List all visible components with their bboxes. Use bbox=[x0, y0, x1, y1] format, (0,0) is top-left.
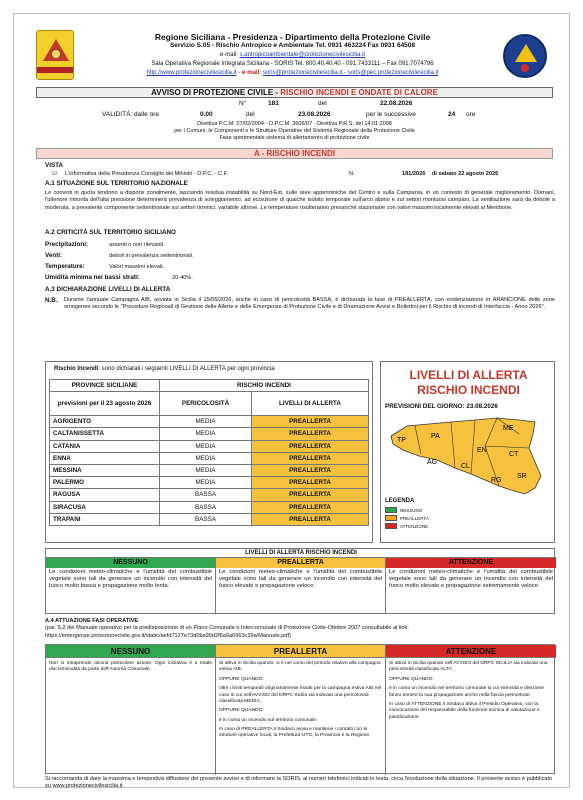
province-name: CATANIA bbox=[50, 440, 160, 452]
header-title: Regione Siciliana - Presidenza - Dipartimento della Protezione Civile bbox=[154, 32, 431, 42]
fase-text: In caso di PREALLERTA il Sindaco avvia e mantiene i contatti con le strutture operative locali, la Prefettura-UTG, la Provincia e la Regione. bbox=[219, 727, 371, 739]
a4-title: A.4 ATTUAZIONE FASI OPERATIVE bbox=[45, 618, 139, 624]
levels-table bbox=[45, 548, 555, 614]
provinces-panel bbox=[45, 361, 373, 543]
successive-label: per le successive bbox=[366, 111, 416, 118]
map-label: CL bbox=[461, 463, 470, 470]
avviso-number: 181 bbox=[268, 100, 279, 107]
a3-title: A.3 DICHIARAZIONE LIVELLI DI ALLERTA bbox=[45, 286, 171, 293]
temperature-value: Valori massimi elevati. bbox=[109, 264, 165, 270]
levels-title: LIVELLI DI ALLERTA RISCHIO INCENDI bbox=[46, 549, 556, 558]
precipitazioni-label: Precipitazioni: bbox=[45, 241, 89, 248]
directives bbox=[36, 121, 553, 142]
email-link[interactable]: s.antropicoambientale@protezionecivilesicilia.it bbox=[239, 52, 366, 58]
table-row bbox=[50, 501, 369, 513]
map-label: ME bbox=[503, 425, 514, 432]
directive-line-1: Direttiva P.C.M. 27/02/2004 - O.P.C.M. 3606/07 - Direttiva P.R.S. del 14.01.2008 bbox=[197, 121, 392, 127]
a2-title: A.2 CRITICITÀ SUL TERRITORIO SICILIANO bbox=[45, 229, 176, 236]
nessuno-head: NESSUNO bbox=[46, 558, 215, 568]
province-name: RAGUSA bbox=[50, 489, 160, 501]
directive-line-2: per i Comuni, le Componenti e le Strutture Operative del Sistema Regionale della Protezione Civile bbox=[174, 128, 415, 135]
province-livello: PREALLERTA bbox=[252, 501, 369, 513]
legend-item bbox=[385, 522, 429, 530]
web-email-label: - e-mail: bbox=[236, 70, 263, 76]
table-row bbox=[50, 464, 369, 476]
province-livello: PREALLERTA bbox=[252, 428, 369, 440]
fase-attenzione bbox=[386, 645, 556, 775]
province-pericolosita: MEDIA bbox=[160, 477, 252, 489]
caption-bold: Rischio Incendi bbox=[54, 366, 99, 372]
fase-text: OPPURE QUANDO: bbox=[219, 676, 264, 682]
province-pericolosita: MEDIA bbox=[160, 440, 252, 452]
validity-row bbox=[36, 110, 553, 120]
vista-date: di sabato 22 agosto 2026 bbox=[432, 171, 499, 177]
fase-text: OPPURE QUANDO: bbox=[389, 676, 434, 682]
a4-link[interactable]: https://emergenze.protezionecivile.gov.it/static/aefd7127e73d0ba99d2f6a9a6963c39a/Manuale.pdf) bbox=[45, 632, 291, 639]
fase-attenzione-head: ATTENZIONE bbox=[386, 645, 556, 658]
checkbox-icon: ☑ bbox=[52, 171, 58, 177]
fase-nessuno-head: NESSUNO bbox=[46, 645, 215, 658]
col-pericolosita: PERICOLOSITÀ bbox=[160, 392, 252, 416]
alert-title-1: LIVELLI DI ALLERTA bbox=[409, 368, 528, 382]
caption-rest: : sono dichiarati i seguenti LIVELLI DI ALLERTA per ogni provincia bbox=[98, 366, 275, 372]
header-web bbox=[14, 70, 571, 78]
vista-number: 181/2026 bbox=[402, 171, 426, 177]
fase-text: Si attiva in Sicilia quando: si è nel corso del periodo relativo alla campagna estiva AIB. bbox=[219, 661, 381, 673]
province-pericolosita: BASSA bbox=[160, 489, 252, 501]
table-header-row bbox=[50, 380, 369, 392]
legend-item bbox=[385, 506, 429, 514]
validity-date: 23.08.2026 bbox=[298, 111, 331, 118]
preallerta-head: PREALLERTA bbox=[216, 558, 385, 568]
fase-text: In caso di ATTENZIONE il Sindaco attiva il Presidio Operativo, con la convocazione del responsabile della funzione tecnica di valutazione e pianificazione. bbox=[389, 701, 540, 720]
province-name: CALTANISSETTA bbox=[50, 428, 160, 440]
map-label: RG bbox=[491, 477, 502, 484]
nb-text: Durante l'annuale Campagna AIB, avviata in Sicilia il 15/05/2026, anche in caso di pericolosità BASSA, è dichiarata la fase di PREALLERTA, con evidenziazione in ARANCIONE delle zone omogenee secondo le "Procedure Regionali di Gestione delle Allerte e delle Emergenze di Protezione Civile e di Diramazione Avvisi e Bollettini per il Rischio di incendi di Interfaccia - Anno 2026". bbox=[64, 297, 555, 311]
website-link[interactable]: http://www.protezionecivilesicilia.it bbox=[146, 70, 237, 76]
level-nessuno bbox=[46, 558, 216, 614]
footer-note: Si raccomanda di dare la massima e tempestiva diffusione del presente avviso e di informare la SORIS, ai numeri telefonici indicati in testa, circa l'evoluzione della situazione. Il presente avviso è pubblicato su www.protezionecivilesicilia.it bbox=[45, 776, 553, 790]
section-a-title: A - RISCHIO INCENDI bbox=[36, 148, 553, 159]
province-livello: PREALLERTA bbox=[252, 464, 369, 476]
temperature-label: Temperature: bbox=[45, 263, 85, 270]
map-label: CT bbox=[509, 451, 519, 458]
fase-text: oltre i limiti temporali originariamente fissati per la campagna estiva AIB nel caso in cui nell'AVVISO del DRPC Sicilia sia indicata una pericolosità classificata MEDIA; bbox=[219, 686, 382, 704]
legend-swatch bbox=[385, 523, 397, 529]
validity-hours: 24 bbox=[448, 111, 456, 118]
attenzione-head: ATTENZIONE bbox=[386, 558, 556, 568]
legend-label: ATTENZIONE bbox=[400, 523, 429, 529]
province-name: PALERMO bbox=[50, 477, 160, 489]
map-label: AG bbox=[427, 459, 438, 466]
validity-del: del bbox=[246, 111, 255, 118]
table-row bbox=[50, 452, 369, 464]
fase-attenzione-body bbox=[386, 658, 556, 727]
province-name: AGRIGENTO bbox=[50, 416, 160, 428]
attenzione-text: Le condizioni meteo-climatiche e l'umidità del combustibile vegetale sono tali da generare un incendio con intensità del fuoco molto elevate e propagazione estremamente veloce. bbox=[389, 569, 553, 590]
province-pericolosita: BASSA bbox=[160, 513, 252, 525]
del-label: del bbox=[318, 100, 327, 107]
table-row bbox=[50, 489, 369, 501]
nessuno-text: Le condizioni meteo-climatiche e l'umidità del combustibile vegetale sono tali da generare un incendio con intensità del fuoco molto bassa e propagazione molto lenta. bbox=[49, 569, 212, 590]
provinces-caption bbox=[54, 366, 275, 372]
header-email bbox=[14, 52, 571, 60]
table-row bbox=[50, 477, 369, 489]
legend-label: NESSUNO bbox=[400, 507, 423, 513]
table-row bbox=[50, 416, 369, 428]
legend-label: PREALLERTA bbox=[400, 515, 429, 521]
province-name: ENNA bbox=[50, 452, 160, 464]
province-livello: PREALLERTA bbox=[252, 477, 369, 489]
umidita-label: Umidità minima nei bassi strati: bbox=[45, 274, 140, 281]
map-label: SR bbox=[517, 473, 527, 480]
table-row bbox=[50, 513, 369, 525]
table-subheader-row bbox=[50, 392, 369, 416]
soris-email-link[interactable]: soris@protezionecivilesicilia.it - soris@pec.protezionecivilesicilia.it bbox=[262, 70, 439, 76]
province-livello: PREALLERTA bbox=[252, 440, 369, 452]
validity-label: VALIDITÀ: dalle ore bbox=[102, 111, 159, 118]
a1-text: Le correnti in quota tendono a disporsi zonalmente, lasciando residua instabilità su Nord-Est, sulle aree appenniniche del Centro e sulla Campania, in un contesto di generale miglioramento. Domani, l'ulteriore rimonta dell'alta pressione determinerà prevalenza di soleggiamento, ad eccezione di qualche isolato temporale sull'arco alpino e sui settori montuosi campani. La ventilazione sarà da debole a moderata, a prevalente componente settentrionale sui settori tirrenici, variabile altrove. Le temperature risulteranno pressoché stazionarie con valori massimi localmente elevati al Meridione. bbox=[45, 190, 555, 211]
number-label: N° bbox=[239, 100, 247, 107]
fase-text: è in corso un incendio sul territorio comunale. bbox=[219, 717, 318, 723]
a1-title: A.1 SITUAZIONE SUL TERRITORIO NAZIONALE bbox=[45, 180, 188, 187]
header bbox=[14, 14, 571, 86]
vista-n-label: N. bbox=[349, 171, 355, 177]
document-page bbox=[13, 13, 570, 788]
table-row bbox=[50, 440, 369, 452]
fase-preallerta-head: PREALLERTA bbox=[216, 645, 385, 658]
email-label: e-mail: bbox=[219, 52, 238, 58]
col-province: PROVINCE SICILIANE bbox=[50, 380, 160, 392]
fase-nessuno-text: Non si intraprende alcuna particolare azione. Ogni iniziativa è a totale discrezionalità da parte dell'Autorità Comunale. bbox=[49, 661, 212, 673]
province-pericolosita: MEDIA bbox=[160, 428, 252, 440]
header-service: Servizio S.05 - Rischio Antropico e Ambientale Tel. 0931 463224 Fax 0931 64508 bbox=[169, 42, 416, 49]
fase-preallerta-body bbox=[216, 658, 385, 746]
map-label: TP bbox=[397, 437, 406, 444]
sicily-map bbox=[385, 414, 552, 496]
avviso-title-prefix: AVVISO DI PROTEZIONE CIVILE - bbox=[151, 88, 281, 97]
province-pericolosita: MEDIA bbox=[160, 452, 252, 464]
fase-text: è in corso un incendio nel territorio comunale la cui intensità e direzione fanno temere la sua propagazione anche nella fascia perimetrale. bbox=[389, 686, 544, 698]
vista-text: L'informativa della Presidenza Consiglio dei Ministri - D.P.C. - C.F. bbox=[65, 171, 228, 177]
validity-start: 0.00 bbox=[200, 111, 213, 118]
fasi-table bbox=[45, 644, 555, 774]
province-livello: PREALLERTA bbox=[252, 416, 369, 428]
alert-map-panel bbox=[380, 361, 555, 543]
venti-label: Venti: bbox=[45, 252, 63, 259]
avviso-title-risk: RISCHIO INCENDI E ONDATE DI CALORE bbox=[280, 88, 438, 97]
province-name: SIRACUSA bbox=[50, 501, 160, 513]
col-rischio: RISCHIO INCENDI bbox=[160, 380, 369, 392]
avviso-title bbox=[36, 87, 553, 98]
legend-title: LEGENDA bbox=[385, 498, 415, 504]
header-sala: Sala Operativa Regionale Integrata Siciliana - SORIS Tel. 800.40.40.40 - 091.7433111 – Fax 091.7074796 bbox=[151, 61, 434, 67]
ore-label: ore bbox=[466, 111, 476, 118]
fase-preallerta bbox=[216, 645, 386, 775]
precipitazioni-value: assenti o non rilevanti. bbox=[109, 242, 165, 248]
province-pericolosita: MEDIA bbox=[160, 416, 252, 428]
level-attenzione bbox=[386, 558, 556, 614]
legend-swatch bbox=[385, 515, 397, 521]
avviso-date: 22.08.2026 bbox=[380, 100, 413, 107]
col-previsioni: previsioni per il 23 agosto 2026 bbox=[50, 392, 160, 416]
legend-swatch bbox=[385, 507, 397, 513]
alert-title-2: RISCHIO INCENDI bbox=[417, 383, 520, 397]
table-row bbox=[50, 428, 369, 440]
col-livelli: LIVELLI DI ALLERTA bbox=[252, 392, 369, 416]
province-livello: PREALLERTA bbox=[252, 513, 369, 525]
legend-item bbox=[385, 514, 429, 522]
nb-label: N.B. bbox=[45, 297, 58, 304]
map-island bbox=[391, 418, 541, 494]
map-label: EN bbox=[477, 447, 487, 454]
a4-section bbox=[45, 618, 555, 640]
level-preallerta bbox=[216, 558, 386, 614]
avviso-number-row bbox=[36, 99, 553, 109]
province-livello: PREALLERTA bbox=[252, 452, 369, 464]
umidita-value: 20-40%. bbox=[172, 275, 193, 281]
province-pericolosita: BASSA bbox=[160, 501, 252, 513]
prev-label: PREVISIONI DEL GIORNO: bbox=[385, 403, 465, 410]
map-legend bbox=[385, 498, 429, 530]
province-pericolosita: MEDIA bbox=[160, 464, 252, 476]
province-livello: PREALLERTA bbox=[252, 489, 369, 501]
fase-text: OPPURE QUANDO: bbox=[219, 708, 264, 714]
province-name: MESSINA bbox=[50, 464, 160, 476]
a4-text: (par. 5.2 del Manuale operativo per la predisposizione di un Piano Comunale o Intercomunale di Protezione Civile-Ottobre 2007 consultabile al link: bbox=[45, 625, 409, 632]
directive-line-3: Fase sperimentale sistema di allertamento di protezione civile bbox=[219, 135, 370, 142]
provinces-table bbox=[49, 379, 369, 526]
fase-text: Si attiva in Sicilia quando nell'AVVISO del DRPC SICILIA sia indicata una pericolosità classificata ALTA; bbox=[389, 661, 548, 673]
alert-prev bbox=[385, 403, 498, 410]
preallerta-text: Le condizioni meteo-climatiche e l'umidità del combustibile vegetale sono tali da generare un incendio con intensità del fuoco elevate e propagazione veloce. bbox=[219, 569, 382, 590]
prev-date: 23.08.2026 bbox=[466, 403, 498, 410]
province-name: TRAPANI bbox=[50, 513, 160, 525]
map-label: PA bbox=[431, 433, 440, 440]
venti-value: deboli in prevalenza settentrionali. bbox=[109, 253, 194, 259]
vista-label: VISTA bbox=[45, 162, 64, 169]
fase-nessuno bbox=[46, 645, 216, 775]
